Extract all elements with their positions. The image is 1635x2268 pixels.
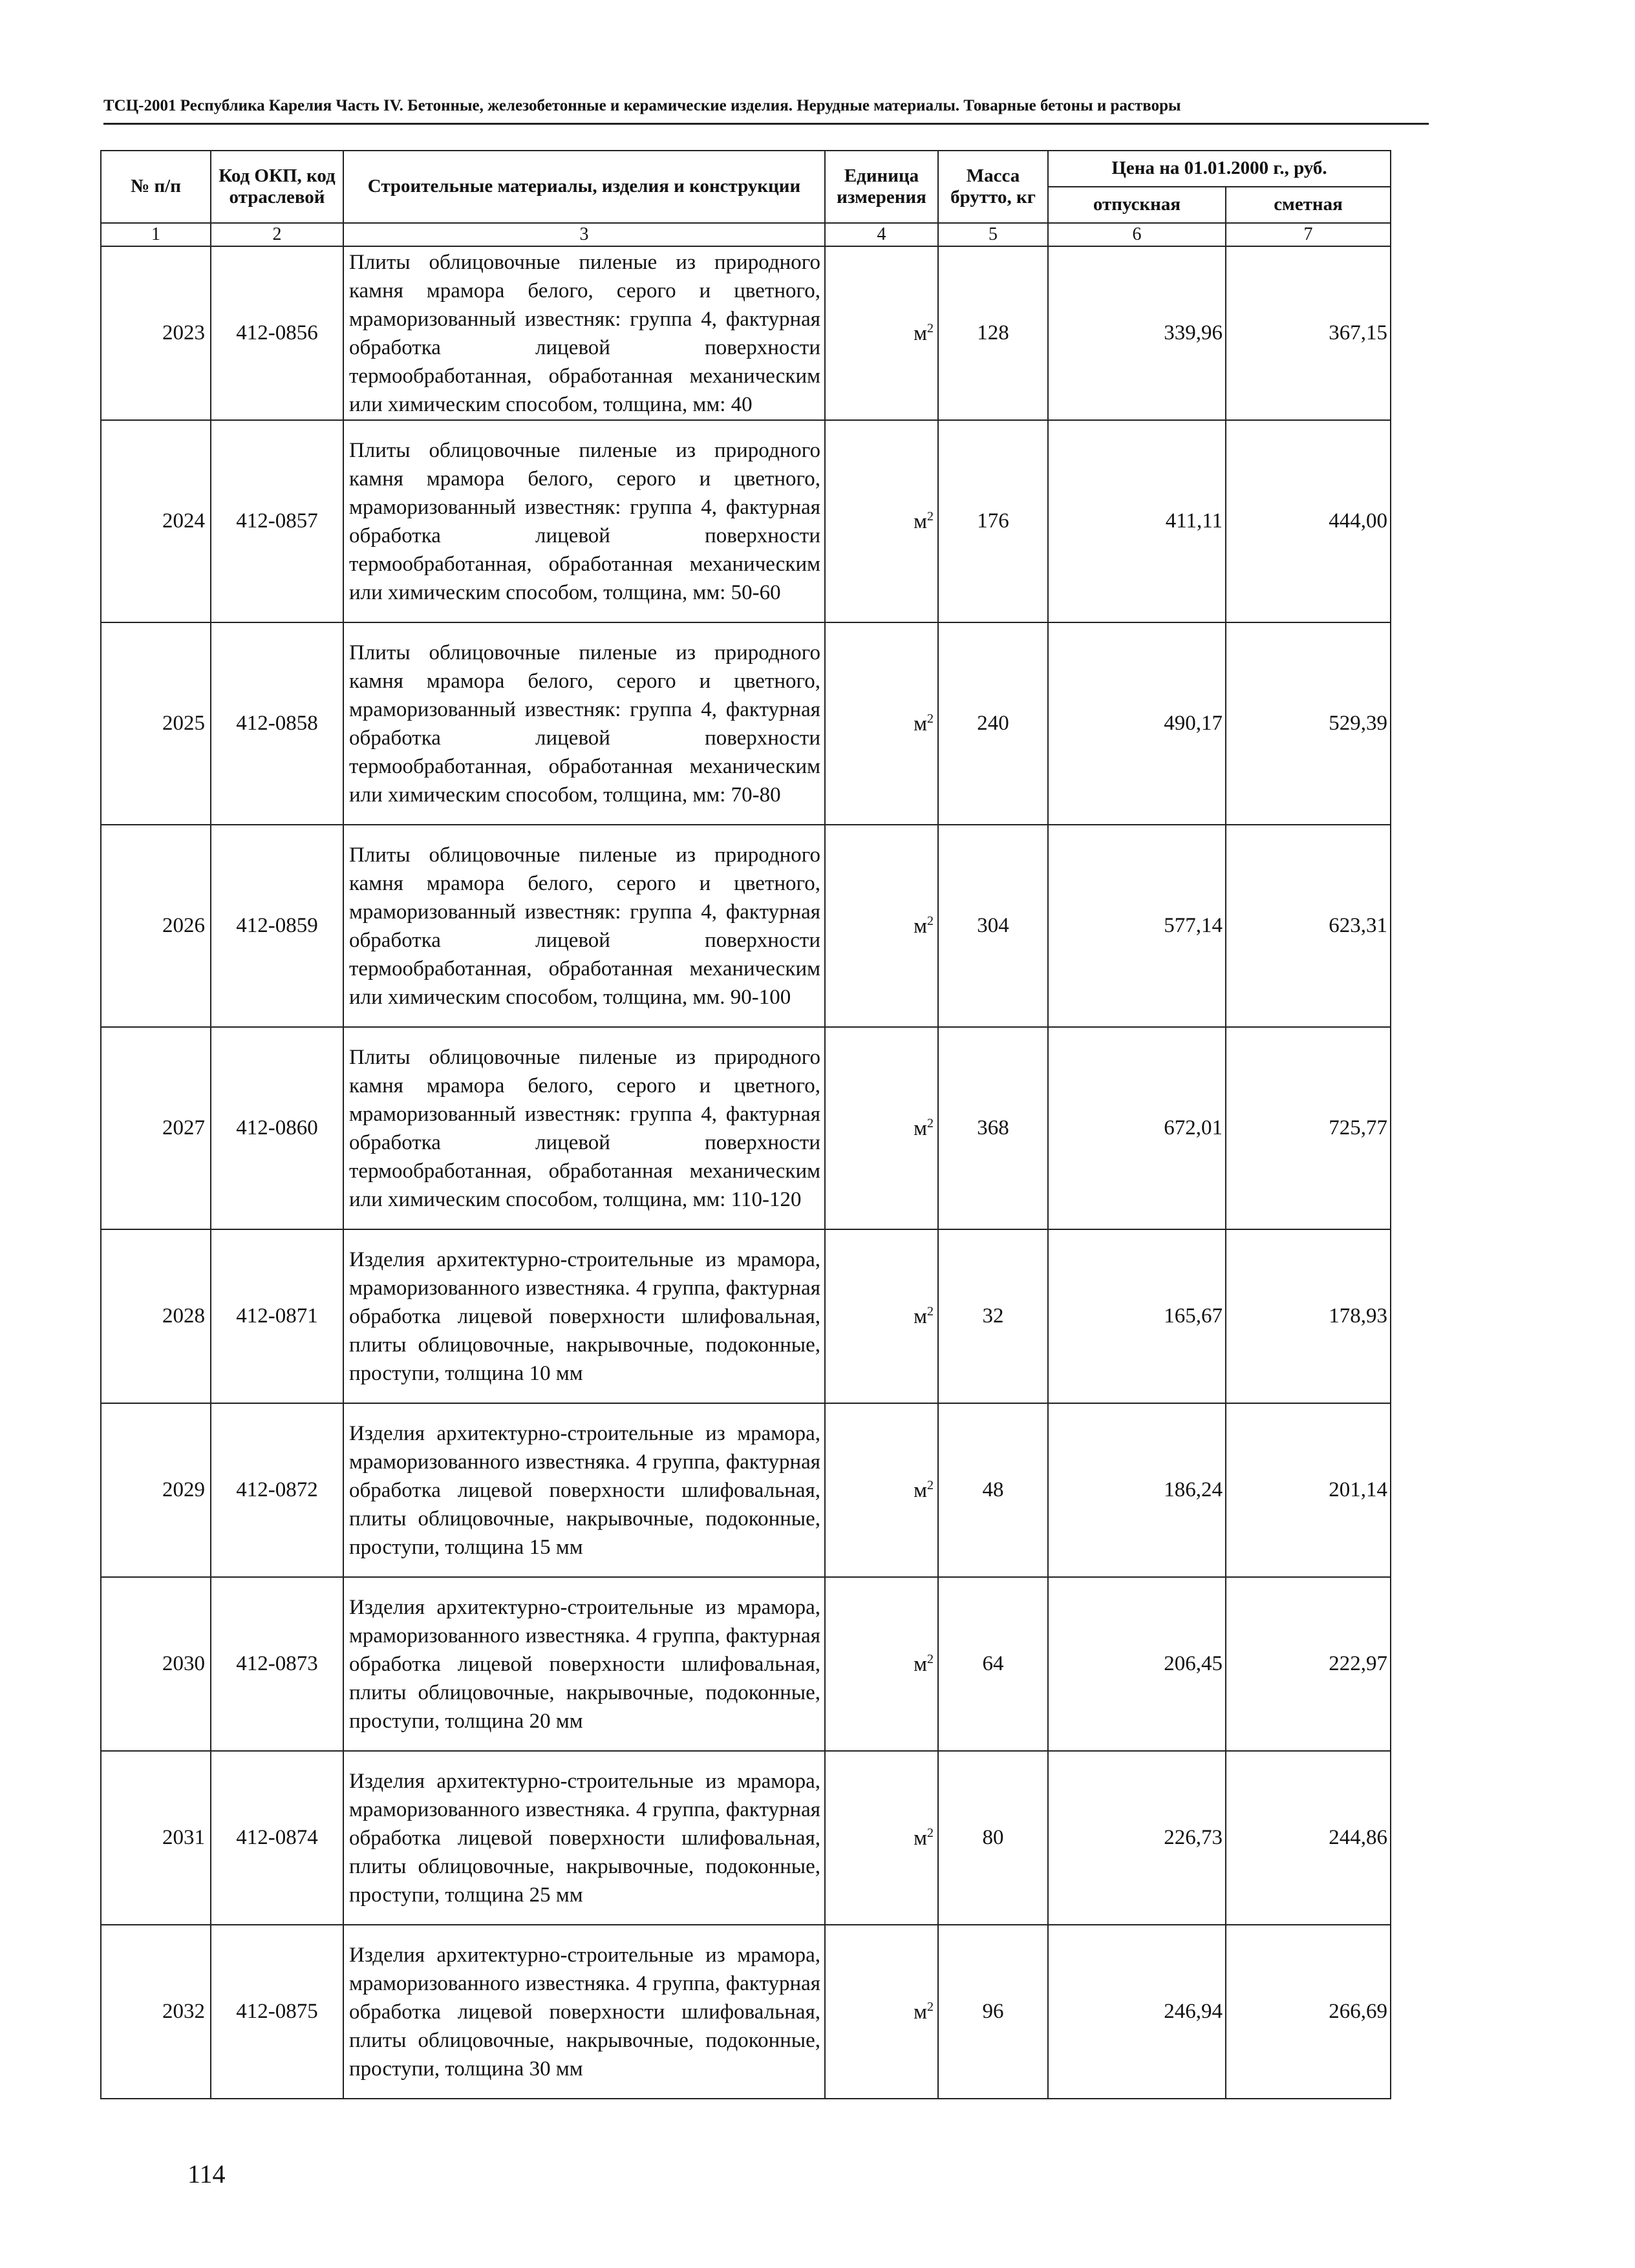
row-number: 2028 (101, 1229, 211, 1403)
row-mass: 32 (938, 1229, 1048, 1403)
row-mass: 96 (938, 1925, 1048, 2099)
row-mass: 368 (938, 1027, 1048, 1229)
unit-text: м (914, 914, 927, 938)
row-code: 412-0856 (211, 246, 343, 420)
row-mass: 64 (938, 1577, 1048, 1751)
unit-text: м (914, 1652, 927, 1676)
column-number: 5 (938, 223, 1048, 246)
table-row (101, 420, 1391, 622)
column-number-row (101, 223, 1391, 246)
row-number: 2025 (101, 622, 211, 825)
row-price-release: 490,17 (1048, 622, 1226, 825)
table-row (101, 1403, 1391, 1577)
row-description: Плиты облицовочные пиленые из природного камня мрамора белого, серого и цветного, мраморизованный известняк: группа 4, фактурная обработка лицевой поверхности термообработанная, обработанная механическим или химическим способом, толщина, мм: 70-80 (343, 622, 825, 825)
page-number: 114 (187, 2159, 226, 2189)
unit-exponent: 2 (927, 1478, 934, 1492)
row-description: Изделия архитектурно-строительные из мрамора, мраморизованного известняка. 4 группа, фактурная обработка лицевой поверхности шлифовальная, плиты облицовочные, накрывочные, подоконные, проступи, толщина 30 мм (343, 1925, 825, 2099)
table-row (101, 622, 1391, 825)
row-price-estimate: 244,86 (1226, 1751, 1391, 1925)
row-unit (825, 1925, 938, 2099)
row-number: 2032 (101, 1925, 211, 2099)
column-number: 1 (101, 223, 211, 246)
row-unit (825, 1027, 938, 1229)
row-code: 412-0857 (211, 420, 343, 622)
unit-exponent: 2 (927, 1304, 934, 1319)
unit-text: м (914, 1304, 927, 1328)
row-description: Плиты облицовочные пиленые из природного камня мрамора белого, серого и цветного, мраморизованный известняк: группа 4, фактурная обработка лицевой поверхности термообработанная, обработанная механическим или химическим способом, толщина, мм: 110-120 (343, 1027, 825, 1229)
col-header-price-estimate: сметная (1226, 187, 1391, 223)
row-price-estimate: 266,69 (1226, 1925, 1391, 2099)
unit-exponent: 2 (927, 711, 934, 726)
column-number: 7 (1226, 223, 1391, 246)
row-unit (825, 1229, 938, 1403)
col-header-name: Строительные материалы, изделия и конструкции (343, 151, 825, 223)
row-description: Плиты облицовочные пиленые из природного камня мрамора белого, серого и цветного, мраморизованный известняк: группа 4, фактурная обработка лицевой поверхности термообработанная, обработанная механическим или химическим способом, толщина, мм: 50-60 (343, 420, 825, 622)
row-mass: 240 (938, 622, 1048, 825)
unit-text: м (914, 1826, 927, 1850)
row-unit (825, 622, 938, 825)
row-mass: 80 (938, 1751, 1048, 1925)
table-row (101, 1925, 1391, 2099)
unit-text: м (914, 2000, 927, 2024)
row-price-release: 339,96 (1048, 246, 1226, 420)
row-price-estimate: 444,00 (1226, 420, 1391, 622)
row-price-release: 206,45 (1048, 1577, 1226, 1751)
row-description: Плиты облицовочные пиленые из природного камня мрамора белого, серого и цветного, мраморизованный известняк: группа 4, фактурная обработка лицевой поверхности термообработанная, обработанная механическим или химическим способом, толщина, мм: 40 (343, 246, 825, 420)
header-rule (103, 123, 1429, 125)
unit-exponent: 2 (927, 1651, 934, 1666)
unit-text: м (914, 712, 927, 736)
row-mass: 176 (938, 420, 1048, 622)
unit-text: м (914, 1116, 927, 1140)
col-header-mass: Масса брутто, кг (938, 151, 1048, 223)
unit-exponent: 2 (927, 1116, 934, 1130)
unit-text: м (914, 1478, 927, 1502)
row-number: 2026 (101, 825, 211, 1027)
table-row (101, 246, 1391, 420)
col-header-price-group: Цена на 01.01.2000 г., руб. (1048, 151, 1391, 187)
table-row (101, 1229, 1391, 1403)
row-mass: 304 (938, 825, 1048, 1027)
row-mass: 128 (938, 246, 1048, 420)
row-price-estimate: 623,31 (1226, 825, 1391, 1027)
column-number: 3 (343, 223, 825, 246)
row-price-estimate: 178,93 (1226, 1229, 1391, 1403)
row-description: Плиты облицовочные пиленые из природного камня мрамора белого, серого и цветного, мраморизованный известняк: группа 4, фактурная обработка лицевой поверхности термообработанная, обработанная механическим или химическим способом, толщина, мм. 90-100 (343, 825, 825, 1027)
row-number: 2023 (101, 246, 211, 420)
col-header-num: № п/п (101, 151, 211, 223)
row-code: 412-0872 (211, 1403, 343, 1577)
row-unit (825, 420, 938, 622)
row-code: 412-0871 (211, 1229, 343, 1403)
row-price-release: 411,11 (1048, 420, 1226, 622)
row-number: 2030 (101, 1577, 211, 1751)
unit-text: м (914, 321, 927, 345)
col-header-price-release: отпускная (1048, 187, 1226, 223)
row-price-release: 226,73 (1048, 1751, 1226, 1925)
col-header-unit: Единица измерения (825, 151, 938, 223)
row-code: 412-0860 (211, 1027, 343, 1229)
unit-exponent: 2 (927, 1825, 934, 1840)
unit-exponent: 2 (927, 1999, 934, 2014)
row-number: 2029 (101, 1403, 211, 1577)
row-code: 412-0875 (211, 1925, 343, 2099)
row-code: 412-0859 (211, 825, 343, 1027)
row-unit (825, 1751, 938, 1925)
table-row (101, 825, 1391, 1027)
row-description: Изделия архитектурно-строительные из мрамора, мраморизованного известняка. 4 группа, фактурная обработка лицевой поверхности шлифовальная, плиты облицовочные, накрывочные, подоконные, проступи, толщина 10 мм (343, 1229, 825, 1403)
column-number: 4 (825, 223, 938, 246)
row-unit (825, 1403, 938, 1577)
running-header: ТСЦ-2001 Республика Карелия Часть IV. Бетонные, железобетонные и керамические изделия. Нерудные материалы. Товарные бетоны и растворы (103, 97, 1181, 114)
unit-exponent: 2 (927, 321, 934, 335)
row-description: Изделия архитектурно-строительные из мрамора, мраморизованного известняка. 4 группа, фактурная обработка лицевой поверхности шлифовальная, плиты облицовочные, накрывочные, подоконные, проступи, толщина 25 мм (343, 1751, 825, 1925)
unit-exponent: 2 (927, 913, 934, 928)
row-unit (825, 1577, 938, 1751)
row-price-release: 577,14 (1048, 825, 1226, 1027)
unit-exponent: 2 (927, 509, 934, 524)
row-unit (825, 246, 938, 420)
row-description: Изделия архитектурно-строительные из мрамора, мраморизованного известняка. 4 группа, фактурная обработка лицевой поверхности шлифовальная, плиты облицовочные, накрывочные, подоконные, проступи, толщина 15 мм (343, 1403, 825, 1577)
row-unit (825, 825, 938, 1027)
row-mass: 48 (938, 1403, 1048, 1577)
unit-text: м (914, 509, 927, 533)
table-row (101, 1027, 1391, 1229)
row-number: 2027 (101, 1027, 211, 1229)
row-code: 412-0874 (211, 1751, 343, 1925)
row-price-release: 246,94 (1048, 1925, 1226, 2099)
row-price-estimate: 201,14 (1226, 1403, 1391, 1577)
table-row (101, 1577, 1391, 1751)
col-header-code: Код ОКП, код отраслевой (211, 151, 343, 223)
row-price-release: 186,24 (1048, 1403, 1226, 1577)
column-number: 6 (1048, 223, 1226, 246)
row-price-release: 672,01 (1048, 1027, 1226, 1229)
price-table (100, 150, 1391, 2099)
row-code: 412-0858 (211, 622, 343, 825)
column-number: 2 (211, 223, 343, 246)
row-description: Изделия архитектурно-строительные из мрамора, мраморизованного известняка. 4 группа, фактурная обработка лицевой поверхности шлифовальная, плиты облицовочные, накрывочные, подоконные, проступи, толщина 20 мм (343, 1577, 825, 1751)
row-price-release: 165,67 (1048, 1229, 1226, 1403)
row-price-estimate: 725,77 (1226, 1027, 1391, 1229)
row-number: 2024 (101, 420, 211, 622)
row-price-estimate: 529,39 (1226, 622, 1391, 825)
row-price-estimate: 367,15 (1226, 246, 1391, 420)
row-price-estimate: 222,97 (1226, 1577, 1391, 1751)
row-code: 412-0873 (211, 1577, 343, 1751)
table-row (101, 1751, 1391, 1925)
row-number: 2031 (101, 1751, 211, 1925)
